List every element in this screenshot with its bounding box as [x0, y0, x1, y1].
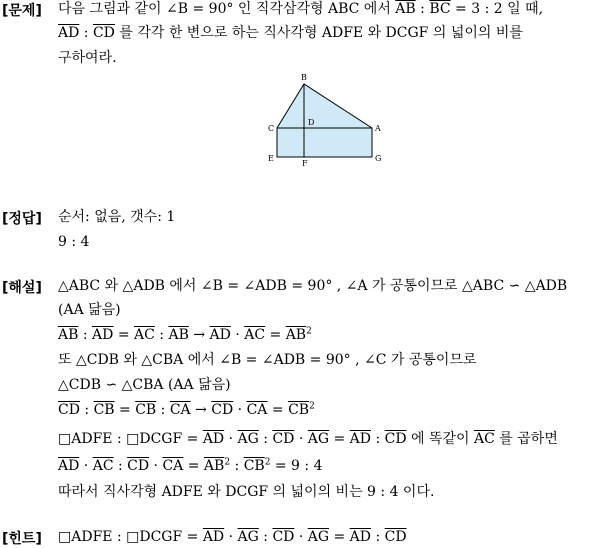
answer-line-1: 순서: 없음, 갯수: 1 — [58, 209, 176, 225]
label-f: F — [302, 159, 308, 167]
answer-label: [정답] — [2, 211, 42, 227]
label-b: B — [301, 73, 307, 82]
problem-label: [문제] — [2, 3, 42, 19]
label-e: E — [268, 154, 274, 163]
triangle-figure — [264, 72, 394, 167]
rectangles-fill — [277, 128, 372, 157]
solution-line-1: △ABC 와 △ADB 에서 ∠B = ∠ADB = 90° , ∠A 가 공통이므로 △ABC ∽ △ADB — [58, 278, 568, 294]
solution-line-3: $\overline{AB}$ : $\overline{AD} = \overline{AC}$ : $\overline{AB} \to \overline{AD} \cdot \overline{AC} = \overline{AB}^2$ — [58, 326, 312, 343]
label-c: C — [268, 124, 275, 133]
problem-line-3: 구하여라. — [58, 50, 117, 66]
solution-line-9: 따라서 직사각형 ADFE 와 DCGF 의 넓이의 비는 9 : 4 이다. — [58, 484, 435, 500]
triangle-fill — [277, 84, 372, 128]
answer-line-2: 9 : 4 — [58, 234, 90, 250]
solution-line-2: (AA 닮음) — [58, 302, 121, 318]
solution-line-8: $\overline{AD} \cdot \overline{AC}$ : $\overline{CD} \cdot \overline{CA} = \overline{AB}^2$ : $\overline{CB}^2 = 9$ : 4 — [58, 457, 323, 474]
label-d: D — [308, 118, 315, 127]
solution-line-6: $\overline{CD}$ : $\overline{CB} = \overline{CB}$ : $\overline{CA} \to \overline{CD} \cdot \overline{CA} = \overline{CB}^2$ — [58, 401, 315, 418]
solution-label: [해설] — [2, 280, 42, 296]
label-a: A — [375, 124, 381, 133]
hint-label: [힌트] — [2, 531, 42, 547]
solution-line-5: △CDB ∽ △CBA (AA 닮음) — [58, 377, 231, 393]
label-g: G — [375, 154, 382, 163]
solution-line-7: □ADFE : □DCGF = $\overline{AD} \cdot \overline{AG}$ : $\overline{CD} \cdot \overline{AG} = \overline{AD}$ : $\overline{CD}$ 에 똑같이 $\overline{AC}$ 를 곱하면 — [58, 431, 558, 447]
solution-line-4: 또 △CDB 와 △CBA 에서 ∠B = ∠ADB = 90° , ∠C 가 공통이므로 — [58, 352, 477, 368]
hint-line: □ADFE : □DCGF = $\overline{AD} \cdot \overline{AG}$ : $\overline{CD} \cdot \overline{AG} = \overline{AD}$ : $\overline{CD}$ — [58, 529, 407, 545]
problem-line-2: $\overline{AD}$ : $\overline{CD}$ 를 각각 한 변으로 하는 직사각형 ADFE 와 DCGF 의 넓이의 비를 — [58, 25, 523, 41]
problem-line-1: 다음 그림과 같이 ∠B = 90° 인 직각삼각형 ABC 에서 $\overline{AB}$ : $\overline{BC} = 3$ : 2 일 때, — [58, 1, 544, 17]
